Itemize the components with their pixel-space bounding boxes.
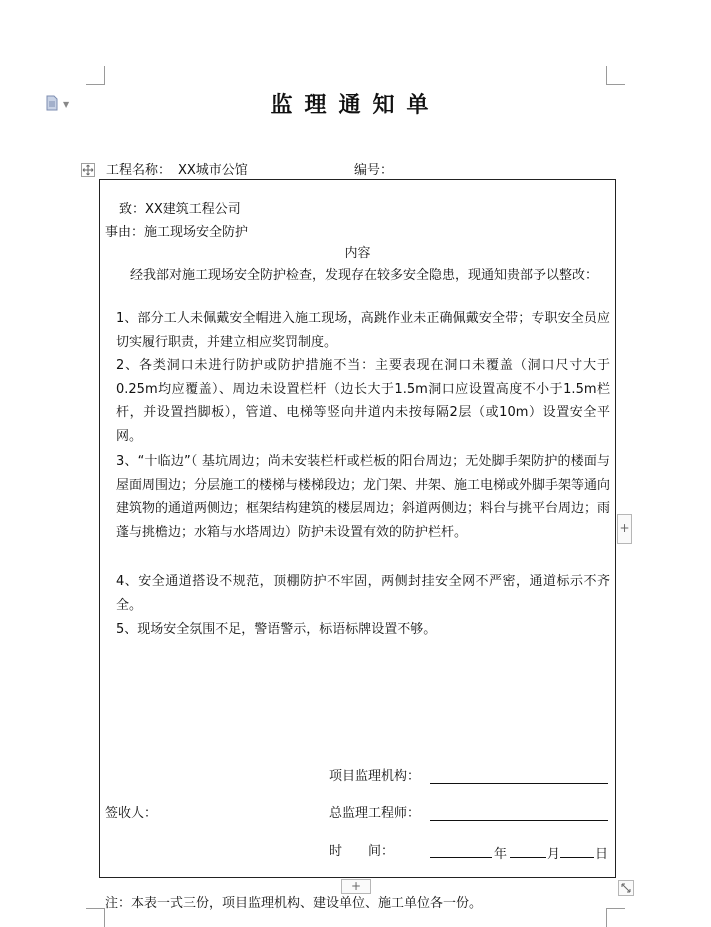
content-heading: 内容	[344, 246, 371, 261]
issue-item: 2、各类洞口未进行防护或防护措施不当：主要表现在洞口未覆盖（洞口尺寸大于0.25m均应覆盖）、周边未设置栏杆（边长大于1.5m洞口应设置高度不小于1.5m栏杆，并设置挡脚板），管道、电梯等竖向井道内未按每隔2层（或10m）设置安全平网。	[116, 358, 610, 444]
crop-mark-top-right	[606, 66, 625, 85]
project-name-value: XX城市公馆	[178, 163, 248, 178]
crop-mark-bottom-right	[606, 908, 625, 927]
issue-item: 4、安全通道搭设不规范，顶棚防护不牢固，两侧封挂安全网不严密，通道标示不齐全。	[116, 574, 610, 613]
add-row-button[interactable]: +	[341, 879, 371, 894]
date-day-unit: 日	[595, 847, 609, 862]
date-year-blank	[430, 857, 492, 858]
chevron-down-icon[interactable]: ▼	[63, 100, 70, 109]
date-month-unit: 月	[547, 847, 561, 862]
table-move-icon[interactable]	[81, 163, 95, 177]
chief-engineer-label: 总监理工程师：	[329, 806, 421, 821]
date-year-unit: 年	[494, 847, 508, 862]
crop-mark-top-left	[86, 66, 105, 85]
code-label: 编号：	[354, 163, 394, 178]
issue-item: 3、“十临边”（ 基坑周边；尚未安装栏杆或栏板的阳台周边；无处脚手架防护的楼面与屋面周围边；分层施工的楼梯与楼梯段边；龙门架、井架、施工电梯或外脚手架等通向建筑物的通道两侧边；框架结构建筑的楼层周边；斜道两侧边；料台与挑平台周边；雨蓬与挑檐边；水箱与水塔周边）防护未设置有效的防护栏杆。	[116, 454, 611, 540]
date-label: 时 间：	[329, 844, 395, 859]
intro-paragraph: 经我部对施工现场安全防护检查，发现存在较多安全隐患，现通知贵部予以整改：	[130, 268, 599, 283]
page-title: 监理通知单	[270, 92, 441, 118]
add-column-button[interactable]: +	[617, 514, 632, 544]
receiver-label: 签收人：	[105, 806, 158, 821]
date-month-blank	[510, 857, 546, 858]
recipient-line: 致：XX建筑工程公司	[119, 202, 241, 217]
project-name-label: 工程名称：	[106, 163, 172, 178]
footnote: 注：本表一式三份，项目监理机构、建设单位、施工单位各一份。	[105, 896, 483, 911]
supervision-org-signature-line	[430, 783, 608, 784]
chief-engineer-signature-line	[430, 820, 608, 821]
issue-item: 1、部分工人未佩戴安全帽进入施工现场，高跳作业未正确佩戴安全带；专职安全员应切实履行职责，并建立相应奖罚制度。	[116, 311, 610, 350]
crop-mark-bottom-left	[86, 908, 105, 927]
date-day-blank	[560, 857, 594, 858]
table-resize-icon[interactable]	[618, 880, 634, 896]
supervision-org-label: 项目监理机构：	[329, 769, 421, 784]
subject-line: 事由：施工现场安全防护	[105, 225, 249, 240]
issue-item: 5、现场安全氛围不足，警语警示，标语标牌设置不够。	[116, 622, 437, 637]
